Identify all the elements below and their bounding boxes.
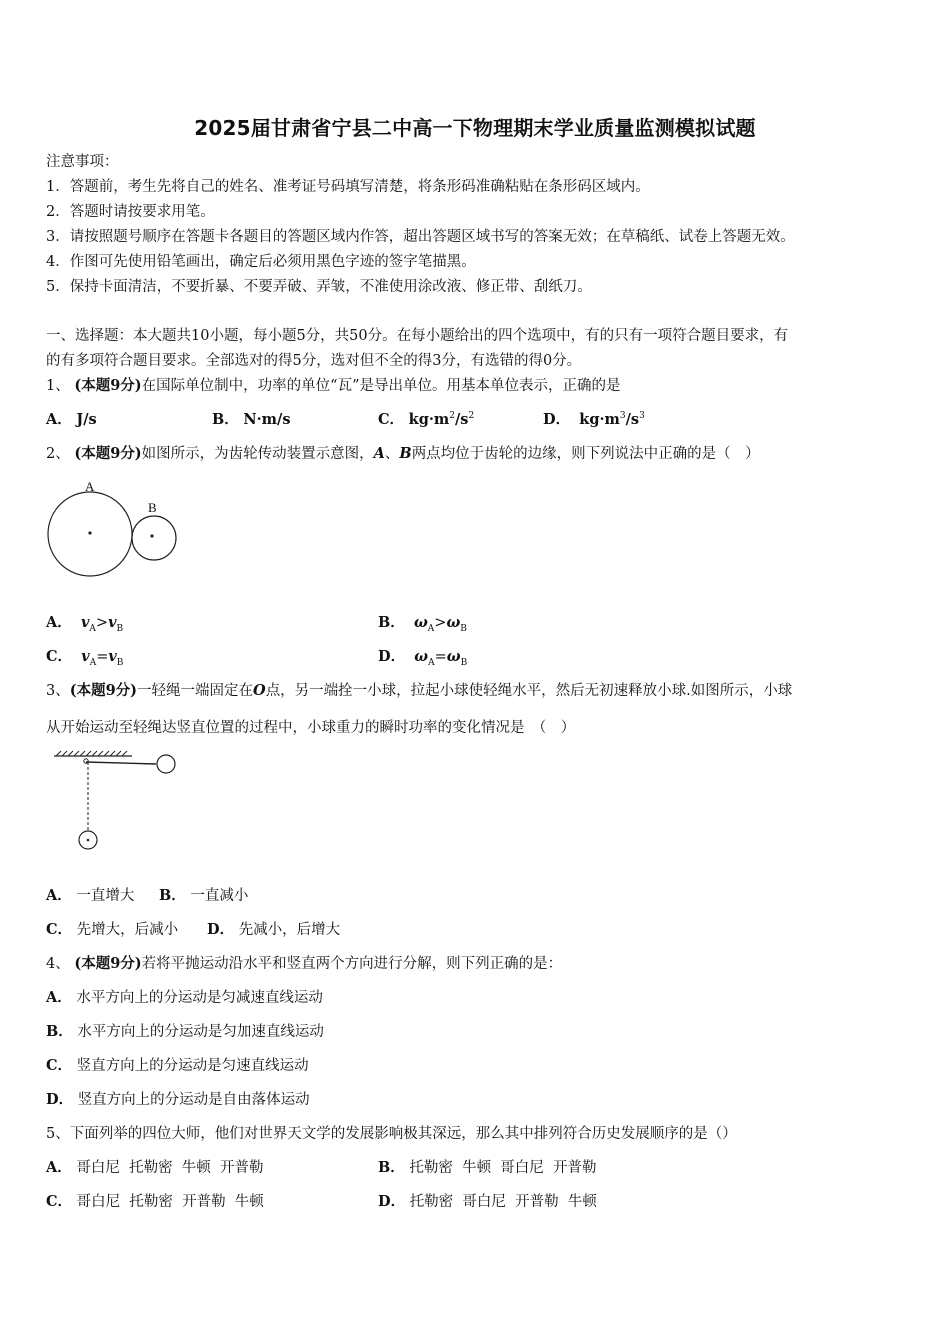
- q1-option-d[interactable]: D． $kg\cdot m^3/s^3$: [543, 411, 645, 428]
- q3-option-c[interactable]: C． 先增大，后减小: [46, 921, 179, 938]
- notice-item: 5．保持卡面清洁，不要折暴、不要弄破、弄皱，不准使用涂改液、修正带、刮纸刀。: [46, 279, 592, 295]
- gear-a-center: [88, 531, 91, 534]
- gear-diagram: [46, 476, 186, 588]
- question-5-stem: 5、下面列举的四位大师，他们对世界天文学的发展影响极其深远，那么其中排列符合历史发展顺序的是（）: [46, 1126, 737, 1142]
- q4-option-a[interactable]: A． 水平方向上的分运动是匀减速直线运动: [46, 989, 323, 1006]
- q3-option-a[interactable]: A． 一直增大: [46, 887, 135, 904]
- question-3-stem-line2: 从开始运动至轻绳达竖直位置的过程中，小球重力的瞬时功率的变化情况是 （ ）: [46, 720, 576, 736]
- q5-option-a[interactable]: A． 哥白尼 托勒密 牛顿 开普勒: [46, 1159, 264, 1176]
- q3-option-b[interactable]: B． 一直减小: [159, 887, 249, 904]
- gear-a-label: A: [85, 479, 95, 494]
- gear-b-label: B: [148, 500, 157, 515]
- ball-vertical-center: [87, 839, 90, 842]
- q4-option-d[interactable]: D． 竖直方向上的分运动是自由落体运动: [46, 1091, 310, 1108]
- q2-option-c[interactable]: C． $v_A=v_B$: [46, 648, 124, 668]
- q5-option-c[interactable]: C． 哥白尼 托勒密 开普勒 牛顿: [46, 1193, 264, 1210]
- page-title: 2025届甘肃省宁县二中高一下物理期末学业质量监测模拟试题: [194, 116, 756, 140]
- notice-item: 4．作图可先使用铅笔画出，确定后必须用黑色字迹的签字笔描黑。: [46, 254, 476, 270]
- q4-option-b[interactable]: B． 水平方向上的分运动是匀加速直线运动: [46, 1023, 324, 1040]
- question-3-stem: 3、(本题9分)一轻绳一端固定在O点，另一端拴一小球，拉起小球使轻绳水平，然后无初速释放小球.如图所示，小球: [46, 682, 793, 699]
- horizontal-rope: [86, 762, 156, 764]
- q1-option-b[interactable]: B． N·m/s: [212, 411, 291, 428]
- q2-option-b[interactable]: B． $\omega_A>\omega_B$: [378, 614, 467, 634]
- notice-item: 2．答题时请按要求用笔。: [46, 204, 215, 220]
- q5-option-d[interactable]: D． 托勒密 哥白尼 开普勒 牛顿: [378, 1193, 597, 1210]
- q3-option-d[interactable]: D． 先减小，后增大: [207, 921, 341, 938]
- ball-horizontal: [157, 755, 175, 773]
- q1-option-a[interactable]: A． J/s: [46, 411, 97, 428]
- section-intro-line2: 的有多项符合题目要求。全部选对的得5分，选对但不全的得3分，有选错的得0分。: [46, 353, 582, 369]
- q1-option-c[interactable]: C． $kg\cdot m^2/s^2$: [378, 411, 475, 428]
- notice-item: 1．答题前，考生先将自己的姓名、准考证号码填写清楚，将条形码准确粘贴在条形码区域内。: [46, 179, 650, 195]
- gear-b-circle: [132, 516, 176, 560]
- q5-option-b[interactable]: B． 托勒密 牛顿 哥白尼 开普勒: [378, 1159, 597, 1176]
- ceiling-hatch: [56, 751, 127, 756]
- q4-option-c[interactable]: C． 竖直方向上的分运动是匀速直线运动: [46, 1057, 309, 1074]
- question-2-stem: 2、 (本题9分)如图所示，为齿轮传动装置示意图，A、B两点均位于齿轮的边缘，则下列说法中正确的是（ ）: [46, 445, 760, 462]
- question-1-stem: 1、 (本题9分)在国际单位制中，功率的单位“瓦”是导出单位。用基本单位表示，正确的是: [46, 377, 621, 394]
- notice-item: 3．请按照题号顺序在答题卡各题目的答题区域内作答，超出答题区域书写的答案无效；在草稿纸、试卷上答题无效。: [46, 229, 795, 245]
- section-intro-line1: 一、选择题：本大题共10小题，每小题5分，共50分。在每小题给出的四个选项中，有的只有一项符合题目要求，有: [46, 328, 789, 344]
- q2-option-a[interactable]: A． $v_A>v_B$: [46, 614, 124, 634]
- question-4-stem: 4、 (本题9分)若将平抛运动沿水平和竖直两个方向进行分解，则下列正确的是：: [46, 955, 563, 972]
- q2-option-d[interactable]: D． $\omega_A=\omega_B$: [378, 648, 468, 668]
- notice-heading: 注意事项：: [46, 154, 119, 170]
- gear-b-center: [150, 534, 153, 537]
- pendulum-diagram: [50, 748, 190, 858]
